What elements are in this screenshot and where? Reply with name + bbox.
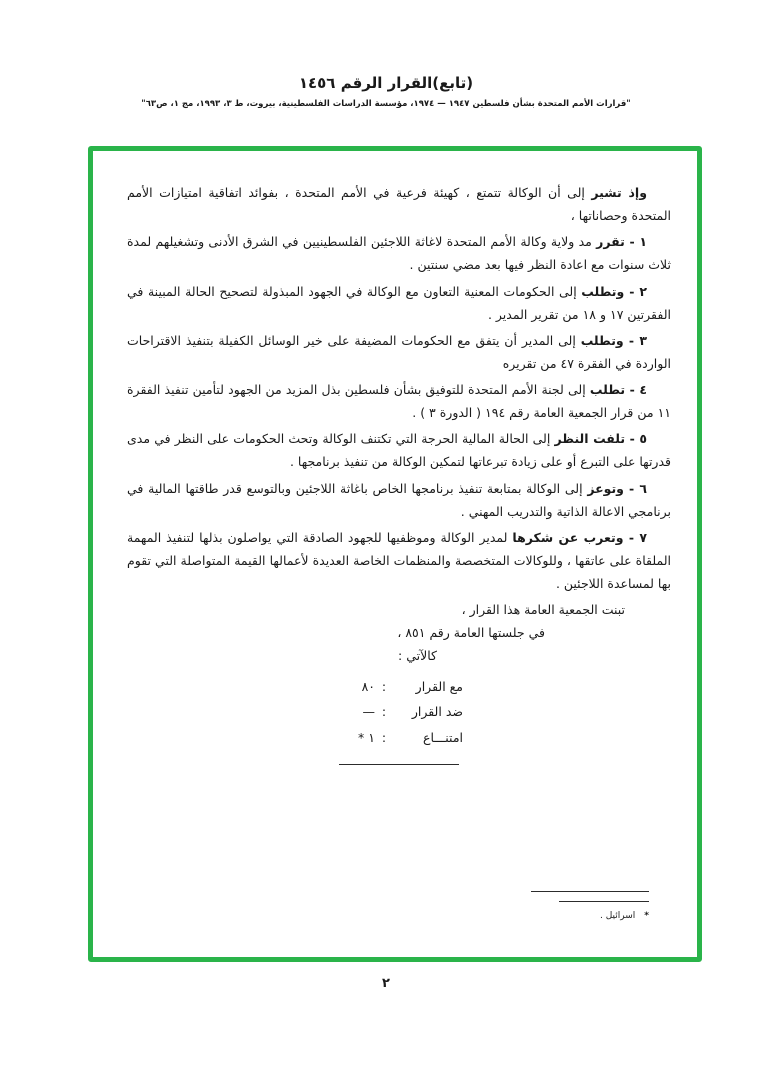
operative-paragraph-5 [127, 427, 671, 473]
vote-row-for [335, 674, 463, 700]
vote-separator: : [381, 729, 387, 745]
adoption-statement-line-3: كالآتي : [398, 648, 437, 664]
paragraph-text: إلى الحكومات المعنية التعاون مع الوكالة في الجهود المبذولة لتصحيح الحالة المبينة في الفقرتين ١٧ و ١٨ من تقرير المدير . [127, 283, 671, 322]
vote-value: ٨٠ [361, 678, 375, 694]
paragraph-text: إلى الوكالة بمتابعة تنفيذ برنامجها الخاص باغاثة اللاجئين وبالتوسع قدر طاقتها المالية في برنامجي الاعالة الذاتية والتدريب المهني . [127, 480, 671, 519]
vote-label: ضد القرار [411, 704, 463, 720]
footnote-text: اسرائيل . [600, 911, 636, 921]
operative-paragraph-3 [127, 329, 671, 375]
vote-value: — [362, 704, 375, 720]
operative-paragraph-4 [127, 378, 671, 424]
paragraph-lead: ٧ - وتعرب عن شكرها [512, 529, 648, 545]
vote-label: امتنـــاع [423, 729, 463, 745]
operative-paragraph-1 [127, 230, 671, 276]
resolution-title: (تابع)القرار الرقم ١٤٥٦ [298, 74, 474, 92]
page-header [0, 74, 772, 109]
operative-paragraph-2 [127, 280, 671, 326]
paragraph-lead: ١ - تقرر [596, 234, 648, 250]
paragraph-lead: ٥ - تلفت النظر [554, 431, 647, 447]
paragraph-text: إلى المدير أن يتفق مع الحكومات المضيفة على خير الوسائل الكفيلة بتنفيذ الاقتراحات الواردة في الفقرة ٤٧ من تقريره [127, 332, 671, 371]
footnote-asterisk: * [644, 911, 649, 921]
paragraph-text: إلى لجنة الأمم المتحدة للتوفيق بشأن فلسطين بذل المزيد من الجهود لتأمين تنفيذ الفقرة ١١ من قرار الجمعية العامة رقم ١٩٤ ( الدورة ٣ ) . [127, 382, 671, 421]
vote-separator: : [381, 704, 387, 720]
resolution-body [93, 151, 697, 957]
vote-row-abstain [335, 725, 463, 751]
paragraph-text: إلى أن الوكالة تتمتع ، كهيئة فرعية في الأمم المتحدة ، بفوائد اتفاقية امتيازات الأمم المتحدة وحصاناتها ، [127, 185, 671, 224]
vote-separator: : [381, 678, 387, 694]
operative-paragraph-6 [127, 477, 671, 523]
adoption-statement-line-1: تبنت الجمعية العامة هذا القرار ، [461, 602, 625, 618]
vote-value: ١ * [358, 729, 375, 745]
paragraph-text: مد ولاية وكالة الأمم المتحدة لاغاثة اللاجئين الفلسطينيين في الشرق الأدنى وتشغيلهم لمدة ثلاث سنوات مع اعادة النظر فيها بعد مضي سنتين . [127, 234, 671, 273]
paragraph-lead: وإذ تشير [591, 185, 647, 200]
paragraph-lead: ٢ - وتطلب [581, 283, 647, 299]
paragraph-lead: ٤ - تطلب [589, 382, 647, 397]
page-number: ٢ [382, 976, 390, 991]
operative-paragraph-7 [127, 526, 671, 595]
vote-tally [335, 674, 463, 751]
paragraph-lead: ٣ - وتطلب [580, 332, 647, 348]
footnote-block [531, 891, 649, 921]
footnote-entry [531, 911, 649, 921]
vote-label: مع القرار [415, 678, 463, 694]
paragraph-lead: ٦ - وتوعز [587, 480, 647, 496]
adoption-statement-line-2: في جلستها العامة رقم ٨٥١ ، [397, 625, 545, 641]
green-highlight-frame [88, 146, 702, 962]
preamble-paragraph [127, 181, 671, 227]
tally-underline-rule [339, 764, 459, 765]
footnote-separator-rule-short [559, 901, 649, 902]
paragraph-text: إلى الحالة المالية الحرجة التي تكتنف الوكالة وتحث الحكومات على النظر في مدى قدرتها على التبرع أو على زيادة تبرعاتها لتمكين الوكالة من تنفيذ برنامجها . [127, 431, 671, 470]
paragraph-text: لمدير الوكالة وموظفيها للجهود الصادقة التي يواصلون بذلها لتنفيذ المهمة الملقاة على عاتقها ، وللوكالات المتخصصة والمنظمات الخاصة العديدة لأعمالها القيمة المتواصلة التي تقوم بها لمساعدة اللاجئين . [127, 529, 671, 591]
source-citation-line: "قرارات الأمم المتحدة بشأن فلسطين ١٩٤٧ — ١٩٧٤، مؤسسة الدراسات الفلسطينية، بيروت، ط ٣، ١٩٩٣، مج ١، ص٦٣" [141, 99, 631, 109]
footnote-separator-rule [531, 891, 649, 892]
vote-row-against [335, 699, 463, 725]
